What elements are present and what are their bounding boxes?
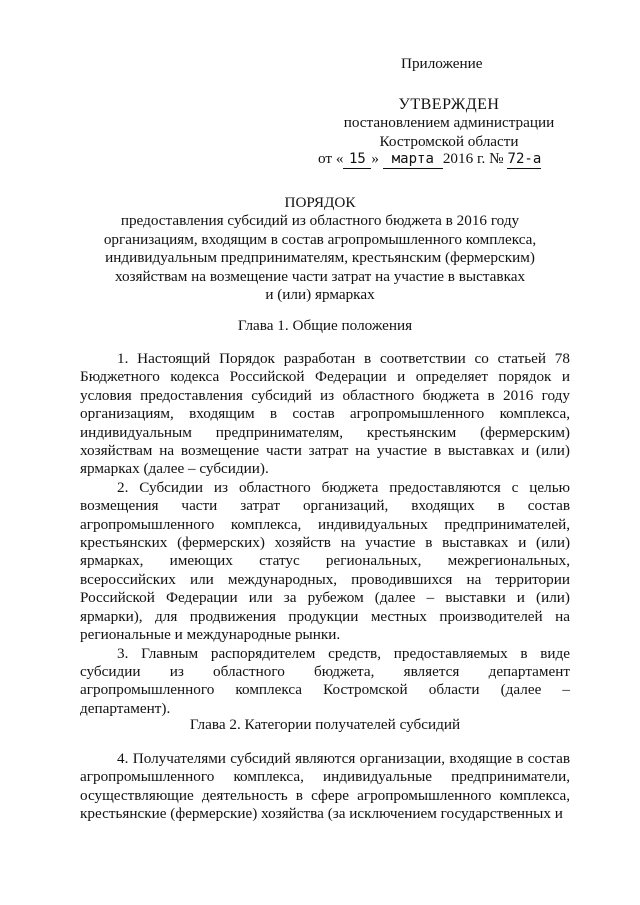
title-line: индивидуальным предпринимателям, крестьянским (фермерским) bbox=[105, 249, 535, 267]
approved-by-line-2: Костромской области bbox=[379, 132, 519, 150]
title-line: предоставления субсидий из областного бюджета в 2016 году bbox=[120, 212, 520, 230]
chapter-1-body bbox=[80, 350, 570, 718]
paragraph: 2. Субсидии из областного бюджета предоставляются с целью возмещения части затрат организаций, входящих в состав агропромышленного комплекса, индивидуальных предпринимателей, крестьянских (фермерских) хозяйств на участие в выставках и (или) ярмарках, имеющих статус региональных, межрегиональных, всероссийских или международных, проводившихся на территории Российской Федерации или за рубежом (далее – выставки и (или) ярмарки), для продвижения продукции местных производителей на региональные и международные рынки. bbox=[80, 478, 570, 644]
decree-date-line bbox=[318, 150, 541, 169]
chapter-2-title: Глава 2. Категории получателей субсидий bbox=[189, 716, 461, 733]
date-mid: » bbox=[371, 150, 380, 167]
date-year: 2016 г. № bbox=[442, 150, 504, 167]
title-line: и (или) ярмарках bbox=[265, 286, 375, 304]
chapter-2-body bbox=[80, 750, 570, 824]
title-line: организациям, входящим в состав агропромышленного комплекса, bbox=[103, 230, 537, 248]
document-title bbox=[88, 194, 552, 304]
date-month: марта bbox=[383, 150, 443, 169]
approval-stamp-block bbox=[318, 96, 580, 151]
date-prefix: от « bbox=[318, 150, 344, 167]
paragraph: 3. Главным распорядителем средств, предоставляемых в виде субсидии из областного бюджета, является департамент агропромышленного комплекса Костромской области (далее – департамент). bbox=[80, 644, 570, 717]
title-heading: ПОРЯДОК bbox=[284, 194, 356, 211]
date-day: 15 bbox=[343, 150, 371, 169]
appendix-label: Приложение bbox=[401, 55, 483, 72]
paragraph: 1. Настоящий Порядок разработан в соответствии со статьей 78 Бюджетного кодекса Российской Федерации и определяет порядок и условия предоставления субсидий из областного бюджета в 2016 году организациям, входящим в состав агропромышленного комплекса, индивидуальным предпринимателям, крестьянским (фермерским) хозяйствам на возмещение части затрат на участие в выставках и (или) ярмарках (далее – субсидии). bbox=[80, 350, 570, 478]
approved-by-line-1: постановлением администрации bbox=[343, 114, 555, 132]
approved-label: УТВЕРЖДЕН bbox=[398, 96, 500, 113]
chapter-1-title: Глава 1. Общие положения bbox=[237, 317, 413, 334]
title-line: хозяйствам на возмещение части затрат на участие в выставках bbox=[114, 267, 526, 285]
decree-number: 72-а bbox=[507, 150, 541, 169]
paragraph: 4. Получателями субсидий являются организации, входящие в состав агропромышленного комплекса, индивидуальные предприниматели, осуществляющие деятельность в сфере агропромышленного комплекса, крестьянские (фермерские) хозяйства (за исключением государственных и bbox=[80, 750, 570, 823]
